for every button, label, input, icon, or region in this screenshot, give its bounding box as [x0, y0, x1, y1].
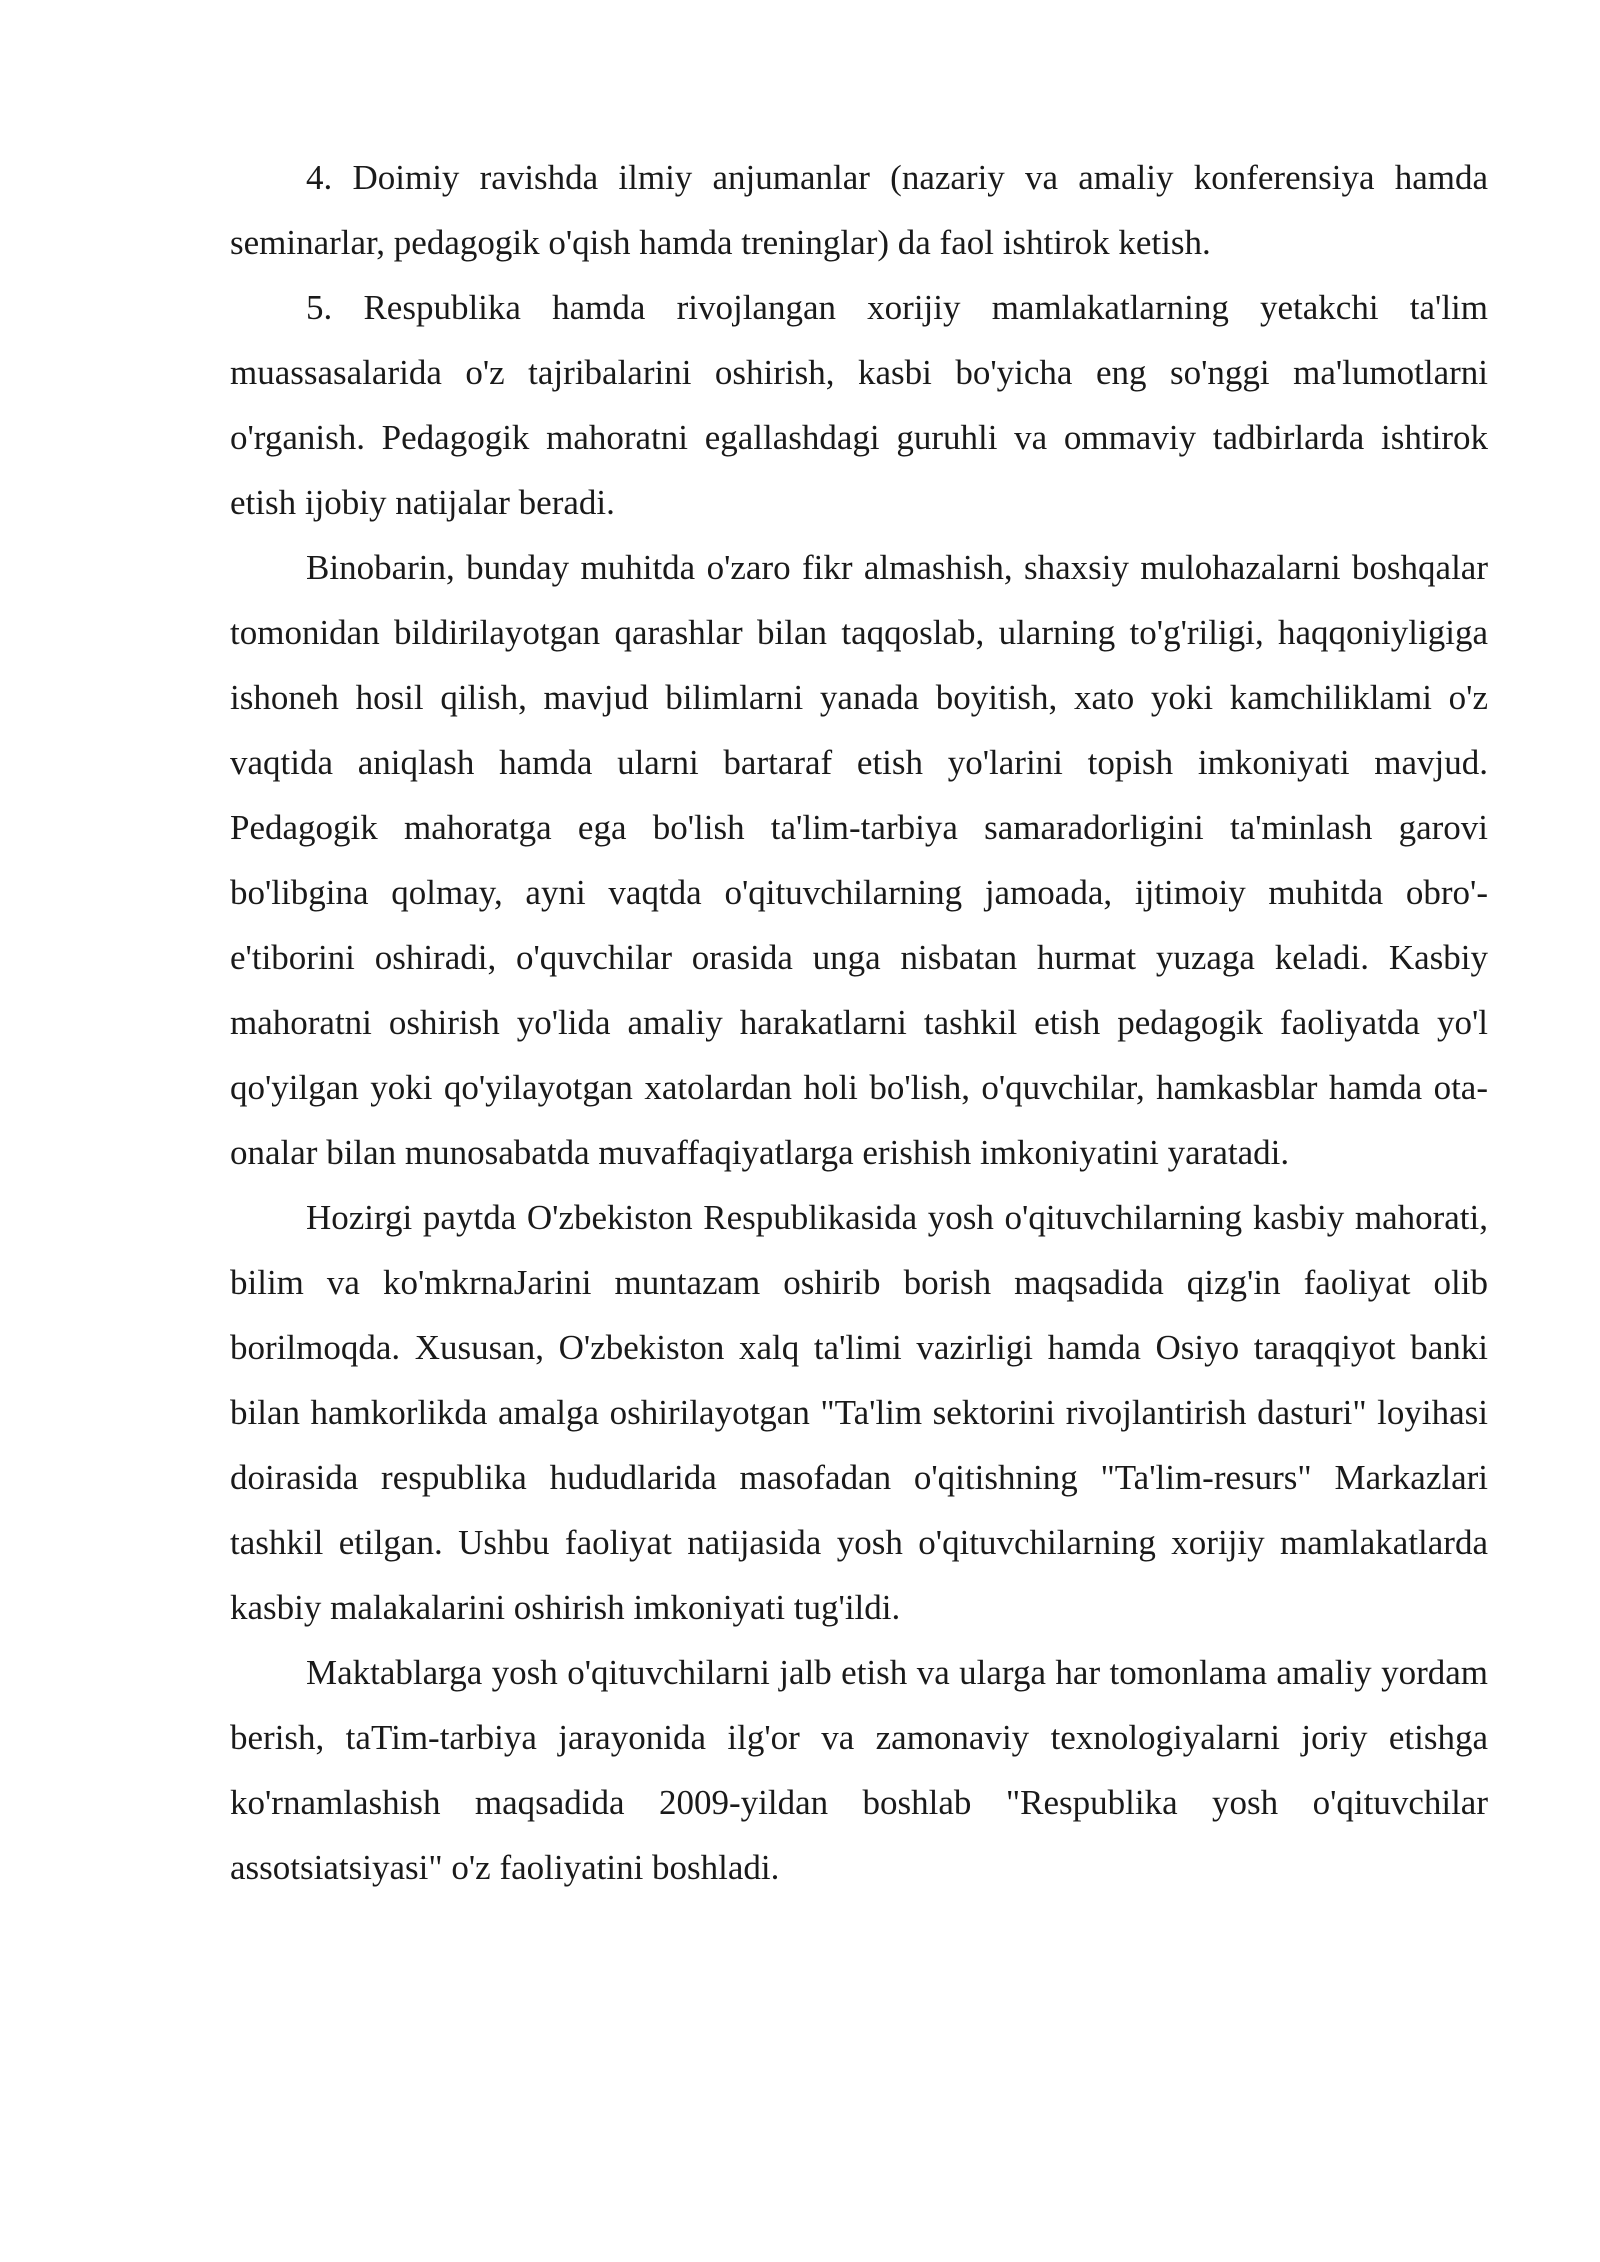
document-body [230, 145, 1488, 1900]
paragraph-item-4: 4. Doimiy ravishda ilmiy anjumanlar (nazariy va amaliy konferensiya hamda seminarlar, pedagogik o'qish hamda treninglar) da faol ishtirok ketish. [230, 158, 1488, 262]
paragraph-hozirgi: Hozirgi paytda O'zbekiston Respublikasida yosh o'qituvchilarning kasbiy mahorati, bilim va ko'mkrnaJarini muntazam oshirib borish maqsadida qizg'in faoliyat olib borilmoqda. Xususan, O'zbekiston xalq ta'limi vazirligi hamda Osiyo taraqqiyot banki bilan hamkorlikda amalga oshirilayotgan "Ta'lim sektorini rivojlantirish dasturi" loyihasi doirasida respublika hududlarida masofadan o'qitishning "Ta'lim-resurs" Markazlari tashkil etilgan. Ushbu faoliyat natijasida yosh o'qituvchilarning xorijiy mamlakatlarda kasbiy malakalarini oshirish imkoniyati tug'ildi. [230, 1198, 1488, 1627]
paragraph-item-5: 5. Respublika hamda rivojlangan xorijiy mamlakatlarning yetakchi ta'lim muassasalarida o'z tajribalarini oshirish, kasbi bo'yicha eng so'nggi ma'lumotlarni o'rganish. Pedagogik mahoratni egallashdagi guruhli va ommaviy tadbirlarda ishtirok etish ijobiy natijalar beradi. [230, 288, 1488, 522]
paragraph-maktablarga: Maktablarga yosh o'qituvchilarni jalb etish va ularga har tomonlama amaliy yordam berish, taTim-tarbiya jarayonida ilg'or va zamonaviy texnologiyalarni joriy etishga ko'rnamlashish maqsadida 2009-yildan boshlab "Respublika yosh o'qituvchilar assotsiatsiyasi" o'z faoliyatini boshladi. [230, 1653, 1488, 1887]
paragraph-binobarin: Binobarin, bunday muhitda o'zaro fikr almashish, shaxsiy mulohazalarni boshqalar tomonidan bildirilayotgan qarashlar bilan taqqoslab, ularning to'g'riligi, haqqoniyligiga ishoneh hosil qilish, mavjud bilimlarni yanada boyitish, xato yoki kamchiliklami o'z vaqtida aniqlash hamda ularni bartaraf etish yo'larini topish imkoniyati mavjud. Pedagogik mahoratga ega bo'lish ta'lim-tarbiya samaradorligini ta'minlash garovi bo'libgina qolmay, ayni vaqtda o'qituvchilarning jamoada, ijtimoiy muhitda obro'-e'tiborini oshiradi, o'quvchilar orasida unga nisbatan hurmat yuzaga keladi. Kasbiy mahoratni oshirish yo'lida amaliy harakatlarni tashkil etish pedagogik faoliyatda yo'l qo'yilgan yoki qo'yilayotgan xatolardan holi bo'lish, o'quvchilar, hamkasblar hamda ota-onalar bilan munosabatda muvaffaqiyatlarga erishish imkoniyatini yaratadi. [230, 548, 1488, 1172]
